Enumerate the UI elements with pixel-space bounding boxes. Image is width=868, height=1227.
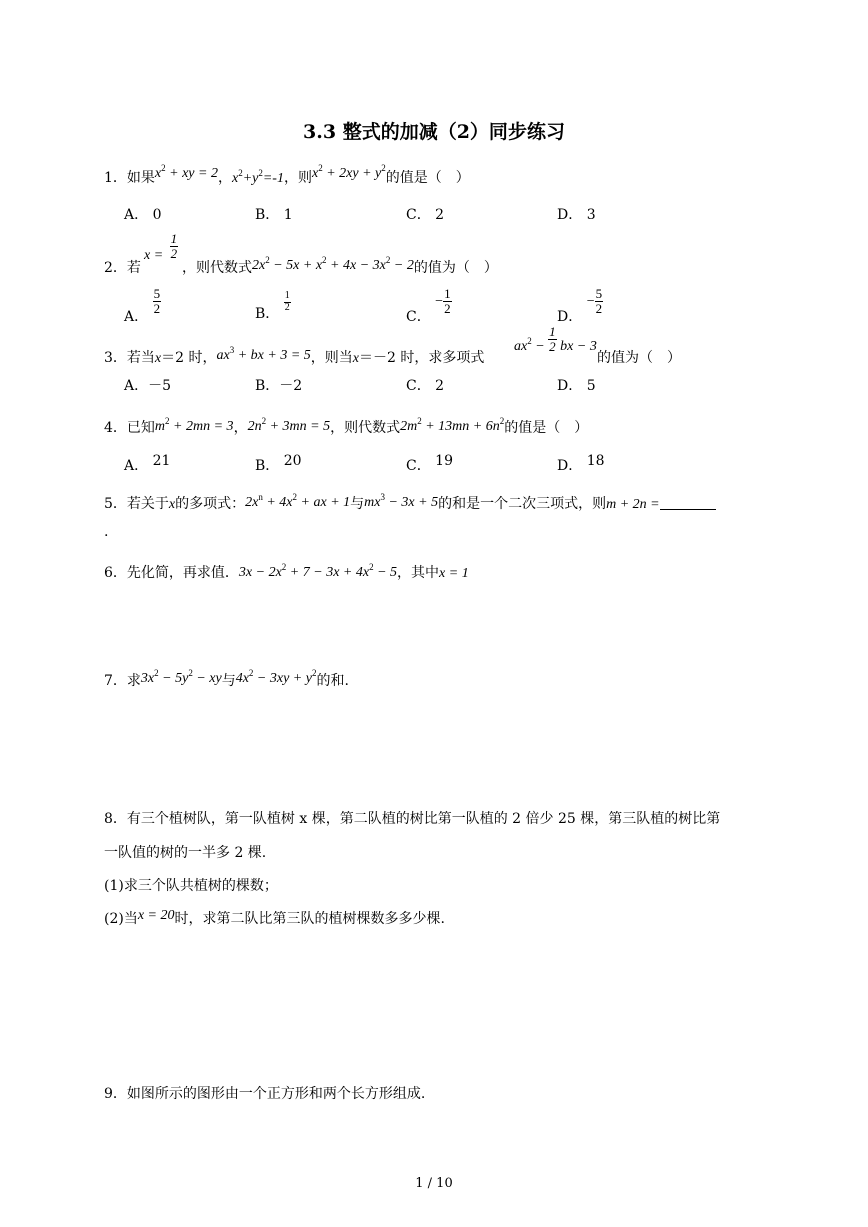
q5-trailing-dot: . (104, 524, 109, 540)
q4-expr-3: $2m^2 + 13mn + 6n^2$ (400, 416, 505, 434)
q2-option-a: A． $\frac{5}{2}$ (124, 286, 161, 326)
q2-x-equals: x = $\frac{1}{2}$ (144, 231, 178, 264)
q1-text: 如果 (126, 170, 155, 186)
q1-text-3: ，则 (283, 170, 312, 186)
q2-option-d: D． − $\frac{5}{2}$ (557, 286, 603, 326)
q4-option-c: C． 19 (406, 453, 453, 474)
q2-stem: ，则代数式$2x^2 - 5x + x^2 + 4x - 3x^2 - 2$的值为（ ） (182, 255, 498, 276)
question-8-line-1: 8．有三个植树队，第一队植树 x 棵，第二队植的树比第一队植的 2 倍少 25 棵，第三队植的树比第 (104, 811, 721, 827)
question-8-part-1: (1)求三个队共植树的棵数； (104, 878, 278, 894)
q1-number: 1． (104, 170, 127, 186)
q3-option-c: C． 2 (406, 378, 445, 394)
question-8-line-2: 一队值的树的一半多 2 棵. (104, 845, 267, 861)
q2-option-c: C． − $\frac{1}{2}$ (406, 286, 451, 326)
q4-option-d: D． 18 (557, 453, 605, 474)
q1-expr-1: $x^2$ + xy = 2 (154, 163, 218, 181)
q4-option-b: B． 20 (255, 453, 302, 474)
q1-option-c: C． 2 (406, 207, 445, 223)
question-2-label (104, 257, 141, 277)
q4-option-a: A． 21 (124, 453, 171, 474)
q7-expr-2: $4x^2 - 3xy + y^2$ (235, 668, 317, 686)
question-6: 6．先化简，再求值．$3x - 2x^2 + 7 - 3x + 4x^2 - 5$，其中x = 1 (104, 562, 469, 581)
q2-option-b: B． $\frac{1}{2}$ (255, 290, 290, 322)
q3-option-b: B．－2 (255, 378, 303, 394)
q5-expr-1: $2x^n + 4x^2$ + ax + 1 (245, 492, 351, 510)
question-7: 7．求$3x^2 - 5y^2$ − xy与$4x^2 - 3xy + y^2$的和. (104, 668, 349, 689)
q1-option-d: D． 3 (557, 207, 596, 223)
page-title: 3.3 整式的加减（2）同步练习 (303, 121, 565, 143)
question-9: 9．如图所示的图形由一个正方形和两个长方形组成. (104, 1086, 426, 1102)
q2-expr: $2x^2 - 5x + x^2 + 4x - 3x^2 - 2$ (252, 255, 414, 273)
q3-polynomial: $ax^2$ − $\frac{1}{2}$ bx − 3 (514, 324, 597, 355)
q2-text: 若 (126, 260, 141, 276)
q5-expr-2: $mx^3 - 3x + 5$ (364, 492, 439, 510)
question-3: 3．若当x＝2 时，$ax^3$ + bx + 3 = 5，则当x＝－2 时，求多项式 (104, 345, 485, 366)
question-8-part-2: (2)当x = 20时，求第二队比第三队的植树棵数多多少棵. (104, 908, 445, 927)
q6-expr: $3x - 2x^2 + 7 - 3x + 4x^2 - 5$ (238, 562, 398, 580)
q3-option-d: D． 5 (557, 378, 596, 394)
q3-option-a: A．－5 (124, 378, 172, 394)
q3-expr-1: $ax^3$ + bx + 3 = 5 (216, 345, 311, 363)
question-4: 4．已知$m^2 + 2mn = 3$，$2n^2 + 3mn = 5$，则代数式$2m^2 + 13mn + 6n^2$的值是（ ） (104, 416, 589, 436)
question-5: 5．若关于x的多项式：$2x^n + 4x^2$ + ax + 1与$mx^3 - 3x + 5$的和是一个二次三项式，则m + 2n = (104, 493, 716, 513)
question-1 (104, 163, 470, 187)
q1-expr-2: $x^2+y^2=-1$ (231, 168, 284, 186)
q3-tail: 的值为（ ） (597, 350, 681, 366)
q5-answer-blank[interactable] (660, 496, 716, 510)
q1-text-4: 的值是（ ） (385, 170, 470, 186)
q7-expr-1: $3x^2 - 5y^2$ − xy (140, 668, 222, 686)
q1-expr-3: $x^2 + 2xy + y^2$ (311, 163, 386, 181)
q4-expr-1: $m^2 + 2mn = 3$ (154, 416, 234, 434)
q2-number: 2． (104, 260, 127, 276)
q1-option-b: B． 1 (255, 207, 293, 223)
q1-text-2: ， (217, 170, 232, 186)
q1-option-a: A． 0 (124, 207, 162, 223)
q4-expr-2: $2n^2 + 3mn = 5$ (247, 416, 331, 434)
page-number: 1 / 10 (415, 1176, 453, 1191)
